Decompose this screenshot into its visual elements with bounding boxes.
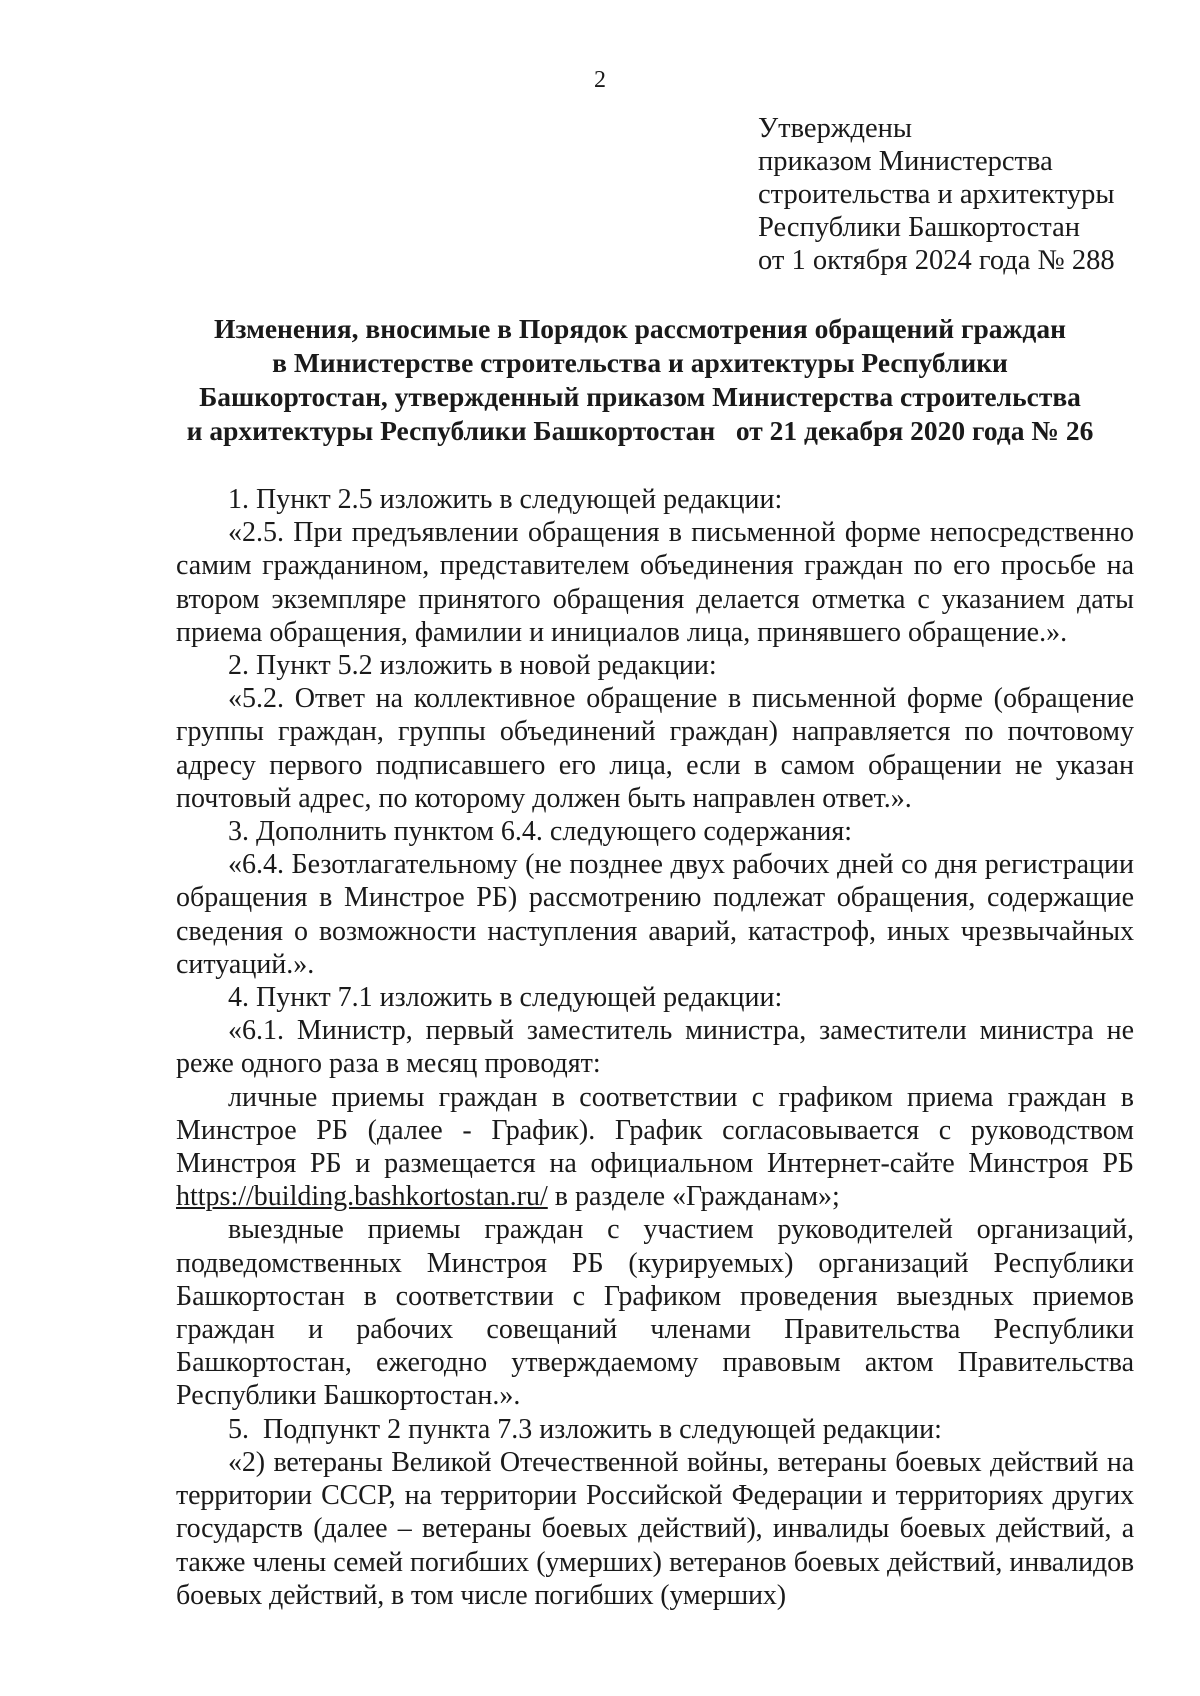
paragraph-item-2: 2. Пункт 5.2 изложить в новой редакции: [228,650,717,682]
paragraph-item-1: 1. Пункт 2.5 изложить в следующей редакции: [228,484,783,515]
paragraph-text: в разделе «Гражданам»; [547,1181,840,1213]
paragraph-item-3: 3. Дополнить пунктом 6.4. следующего содержания: [228,816,853,848]
paragraph-text: личные приемы граждан в соответствии с графиком приема граждан в Минстрое РБ (далее - График). График согласовывается с руководством Минстроя РБ и размещается на официальном Интернет-сайте Минстроя РБ [176,1081,1134,1180]
title-line: в Министерстве строительства и архитектуры Республики [272,347,1008,378]
title-line: Изменения, вносимые в Порядок рассмотрения обращений граждан [214,313,1066,344]
title-line: Башкортостан, утвержденный приказом Министерства строительства [199,381,1081,412]
page-number: 2 [594,67,606,93]
paragraph-quote-6-4: «6.4. Безотлагательному (не позднее двух рабочих дней со дня регистрации обращения в Минстрое РБ) рассмотрению подлежат обращения, содержащие сведения о возможности наступления аварий, катастроф, иных чрезвычайных ситуаций.». [176,849,1134,980]
paragraph-item-4: 4. Пункт 7.1 изложить в следующей редакции: [228,982,783,1014]
document-title [150,312,1130,448]
paragraph-quote-6-1: «6.1. Министр, первый заместитель министра, заместители министра не реже одного раза в месяц проводят: [176,1015,1134,1080]
approval-line: Утверждены [758,113,913,144]
document-body [176,483,1134,1612]
approval-line: приказом Министерства [758,146,1053,177]
approval-line: строительства и архитектуры [758,179,1115,210]
paragraph-quote-subitem-2: «2) ветераны Великой Отечественной войны, ветераны боевых действий на территории СССР, на территории Российской Федерации и территориях других государств (далее – ветераны боевых действий), инвалиды боевых действий, а также члены семей погибших (умерших) ветеранов боевых действий, инвалидов боевых действий, в том числе погибших (умерших) [176,1446,1134,1611]
approval-line: от 1 октября 2024 года № 288 [758,245,1115,276]
title-line: и архитектуры Республики Башкортостан от 21 декабря 2020 года № 26 [186,415,1094,446]
paragraph-item-5: 5. Подпункт 2 пункта 7.3 изложить в следующей редакции: [228,1413,942,1445]
approval-line: Республики Башкортостан [758,212,1080,243]
paragraph-quote-5-2: «5.2. Ответ на коллективное обращение в письменной форме (обращение группы граждан, группы объединений граждан) направляется по почтовому адресу первого подписавшего его лица, если в самом обращении не указан почтовый адрес, по которому должен быть направлен ответ.». [176,683,1134,814]
paragraph-quote-2-5: «2.5. При предъявлении обращения в письменной форме непосредственно самим гражданином, представителем объединения граждан по его просьбе на втором экземпляре принятого обращения делается отметка с указанием даты приема обращения, фамилии и инициалов лица, принявшего обращение.». [176,517,1134,648]
website-link[interactable]: https://building.bashkortostan.ru/ [176,1181,548,1213]
paragraph-personal-receptions [176,1081,1134,1214]
approval-block [758,112,1115,277]
paragraph-field-receptions: выездные приемы граждан с участием руководителей организаций, подведомственных Минстроя РБ (курируемых) организаций Республики Башкортостан в соответствии с Графиком проведения выездных приемов граждан и рабочих совещаний членами Правительства Республики Башкортостан, ежегодно утверждаемому правовым актом Правительства Республики Башкортостан.». [176,1214,1134,1412]
